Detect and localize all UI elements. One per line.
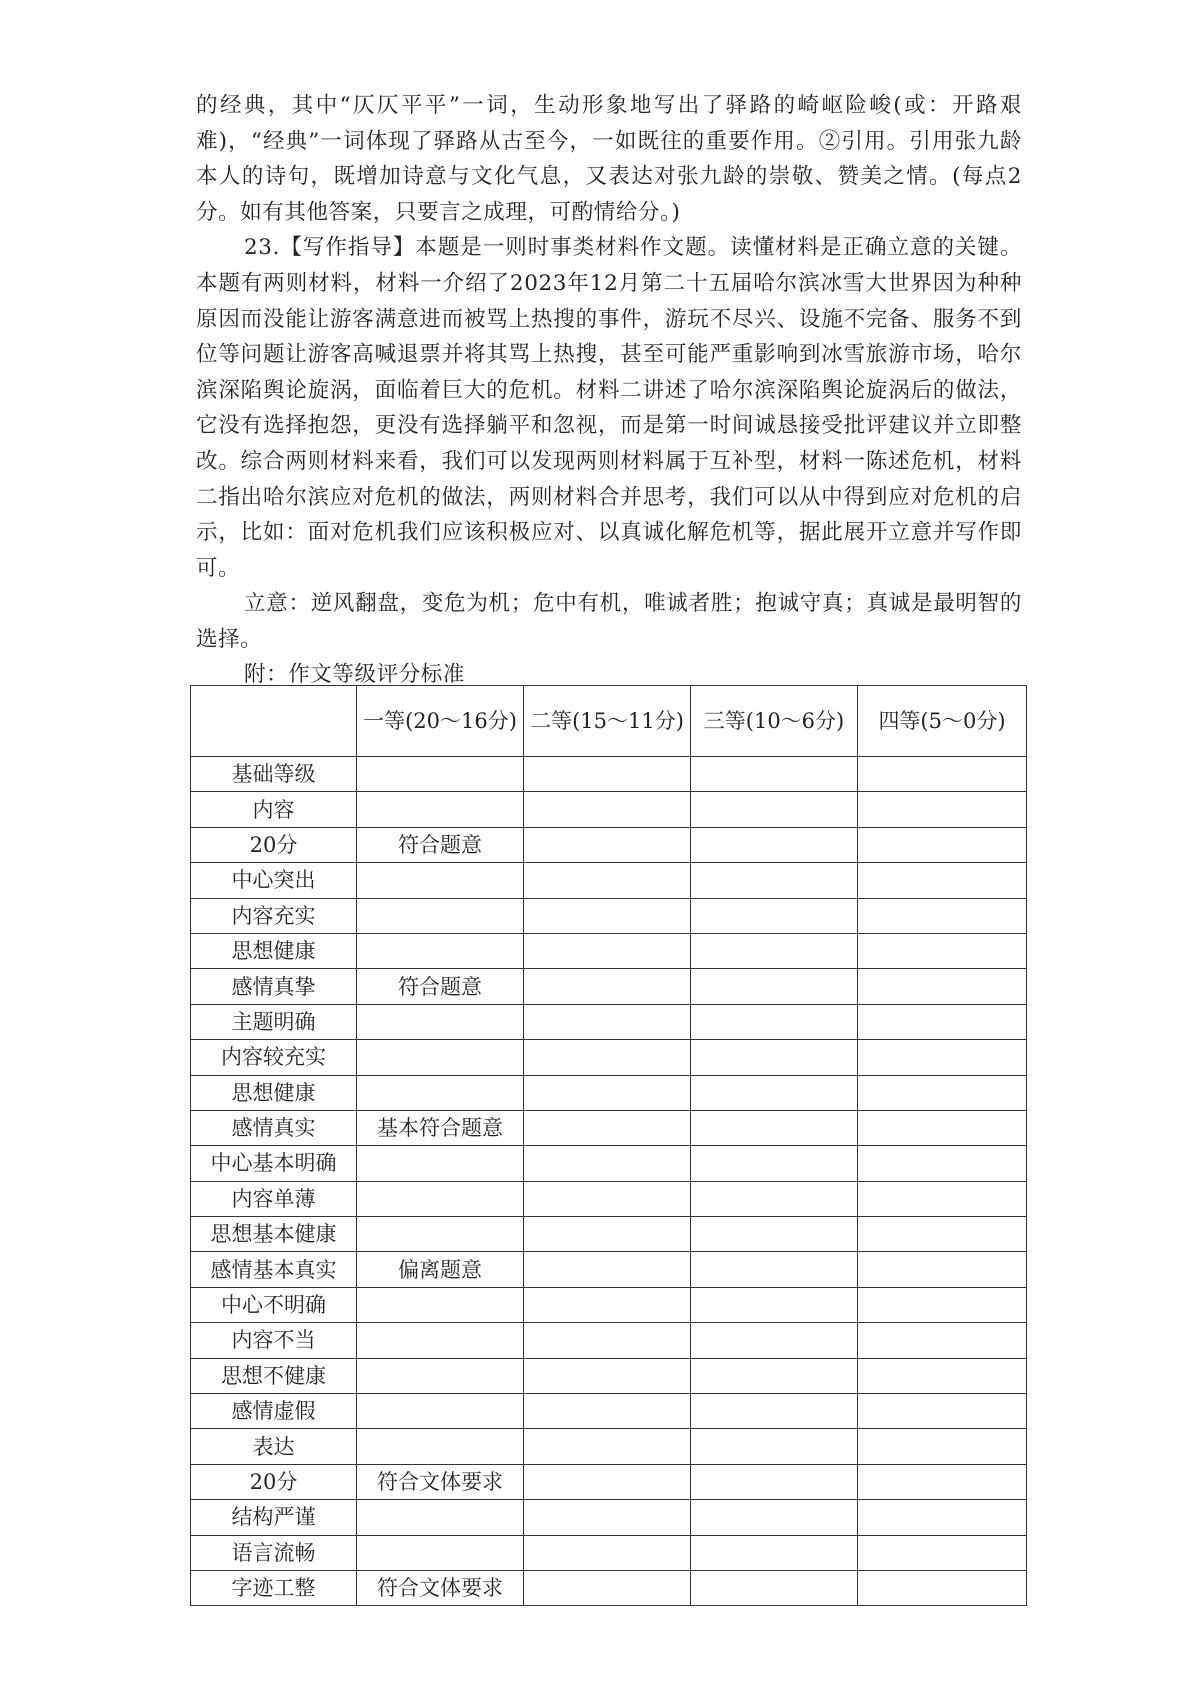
grade-cell	[357, 1146, 524, 1181]
grade-cell: 符合文体要求	[357, 1464, 524, 1499]
grade-cell: 符合题意	[357, 827, 524, 862]
row-label-cell: 内容不当	[191, 1323, 357, 1358]
grade-cell	[691, 1358, 858, 1393]
grade-cell	[858, 1287, 1027, 1322]
row-label-cell: 内容单薄	[191, 1181, 357, 1216]
table-row	[191, 898, 1027, 933]
grade-cell	[524, 1570, 691, 1605]
row-label-cell: 感情真实	[191, 1110, 357, 1145]
grade-cell	[691, 1004, 858, 1039]
grade-cell	[691, 1110, 858, 1145]
row-label-cell: 思想健康	[191, 933, 357, 968]
grade-cell	[858, 863, 1027, 898]
row-label-cell: 感情虚假	[191, 1394, 357, 1429]
grade-cell	[524, 792, 691, 827]
row-label-cell: 感情真挚	[191, 969, 357, 1004]
table-row	[191, 1181, 1027, 1216]
row-label-cell: 感情基本真实	[191, 1252, 357, 1287]
row-label-cell: 中心不明确	[191, 1287, 357, 1322]
table-row	[191, 1394, 1027, 1429]
grade-cell	[691, 1075, 858, 1110]
header-cell: 一等(20～16分)	[357, 686, 524, 757]
header-cell: 二等(15～11分)	[524, 686, 691, 757]
table-row	[191, 827, 1027, 862]
grade-cell	[691, 827, 858, 862]
row-label-cell: 内容较充实	[191, 1040, 357, 1075]
grade-cell	[357, 898, 524, 933]
grade-cell	[691, 757, 858, 792]
grade-cell	[691, 1429, 858, 1464]
grade-cell	[858, 1004, 1027, 1039]
table-row	[191, 1217, 1027, 1252]
grade-cell	[524, 1535, 691, 1570]
grade-cell	[524, 898, 691, 933]
grade-cell	[858, 792, 1027, 827]
grade-cell	[691, 898, 858, 933]
grade-cell	[524, 1217, 691, 1252]
row-label-cell: 字迹工整	[191, 1570, 357, 1605]
header-cell: 四等(5～0分)	[858, 686, 1027, 757]
table-row	[191, 1500, 1027, 1535]
grade-cell	[858, 1464, 1027, 1499]
grade-cell	[691, 1394, 858, 1429]
grade-cell	[524, 1429, 691, 1464]
grade-cell	[357, 1004, 524, 1039]
grade-cell	[357, 792, 524, 827]
row-label-cell: 20分	[191, 827, 357, 862]
grade-cell	[858, 1394, 1027, 1429]
grade-cell	[357, 863, 524, 898]
table-caption: 附：作文等级评分标准	[244, 661, 466, 687]
grade-cell	[357, 757, 524, 792]
grade-cell: 符合题意	[357, 969, 524, 1004]
grade-cell	[858, 1358, 1027, 1393]
grade-cell	[691, 1464, 858, 1499]
grade-cell	[691, 969, 858, 1004]
grade-cell	[524, 1181, 691, 1216]
grade-cell	[858, 1146, 1027, 1181]
row-label-cell: 表达	[191, 1429, 357, 1464]
grade-cell	[691, 1323, 858, 1358]
grade-cell	[691, 1287, 858, 1322]
grade-cell	[858, 1252, 1027, 1287]
grade-cell: 基本符合题意	[357, 1110, 524, 1145]
grade-cell	[858, 1181, 1027, 1216]
paragraph-writing-guide: 23.【写作指导】本题是一则时事类材料作文题。读懂材料是正确立意的关键。本题有两则材料，材料一介绍了2023年12月第二十五届哈尔滨冰雪大世界因为种种原因而没能让游客满意进而被骂上热搜的事件，游玩不尽兴、设施不完备、服务不到位等问题让游客高喊退票并将其骂上热搜，甚至可能严重影响到冰雪旅游市场，哈尔滨深陷舆论旋涡，面临着巨大的危机。材料二讲述了哈尔滨深陷舆论旋涡后的做法，它没有选择抱怨，更没有选择躺平和忽视，而是第一时间诚恳接受批评建议并立即整改。综合两则材料来看，我们可以发现两则材料属于互补型，材料一陈述危机，材料二指出哈尔滨应对危机的做法，两则材料合并思考，我们可以从中得到应对危机的启示，比如：面对危机我们应该积极应对、以真诚化解危机等，据此展开立意并写作即可。	[196, 235, 1022, 581]
grade-cell	[524, 969, 691, 1004]
grade-cell	[524, 1110, 691, 1145]
paragraph-theme-options: 立意：逆风翻盘，变危为机；危中有机，唯诚者胜；抱诚守真；真诚是最明智的选择。	[196, 591, 1022, 652]
grade-cell: 偏离题意	[357, 1252, 524, 1287]
table-row	[191, 1075, 1027, 1110]
grade-cell	[357, 1217, 524, 1252]
grade-cell	[858, 1570, 1027, 1605]
row-label-cell: 基础等级	[191, 757, 357, 792]
grade-cell	[357, 1075, 524, 1110]
grade-cell	[524, 1252, 691, 1287]
row-label-cell: 思想不健康	[191, 1358, 357, 1393]
grade-cell	[691, 1040, 858, 1075]
grade-cell	[524, 933, 691, 968]
grade-cell	[524, 1146, 691, 1181]
table-row	[191, 1110, 1027, 1145]
row-label-cell: 20分	[191, 1464, 357, 1499]
grade-cell	[691, 1570, 858, 1605]
grade-cell	[858, 1429, 1027, 1464]
grade-cell	[357, 1287, 524, 1322]
table-row	[191, 1004, 1027, 1039]
grade-cell	[524, 1500, 691, 1535]
table-row	[191, 1535, 1027, 1570]
grade-cell	[691, 933, 858, 968]
grading-table	[190, 685, 1027, 1606]
grade-cell	[858, 1217, 1027, 1252]
grade-cell	[357, 1500, 524, 1535]
row-label-cell: 结构严谨	[191, 1500, 357, 1535]
grade-cell	[691, 1535, 858, 1570]
grade-cell	[524, 1040, 691, 1075]
row-label-cell: 内容充实	[191, 898, 357, 933]
grade-cell	[691, 792, 858, 827]
grade-cell	[524, 863, 691, 898]
table-row	[191, 1040, 1027, 1075]
grade-cell	[858, 1110, 1027, 1145]
grade-cell	[858, 1535, 1027, 1570]
grade-cell	[858, 1040, 1027, 1075]
document-body	[196, 88, 1022, 690]
grade-cell	[858, 1075, 1027, 1110]
table-row	[191, 1323, 1027, 1358]
table-row	[191, 1429, 1027, 1464]
grade-cell	[524, 1358, 691, 1393]
grade-cell	[691, 1252, 858, 1287]
row-label-cell: 思想健康	[191, 1075, 357, 1110]
row-label-cell: 主题明确	[191, 1004, 357, 1039]
grade-cell	[524, 1394, 691, 1429]
grade-cell	[357, 933, 524, 968]
grade-cell	[858, 1500, 1027, 1535]
grade-cell	[691, 1146, 858, 1181]
grade-cell	[357, 1535, 524, 1570]
grade-cell	[524, 1075, 691, 1110]
grade-cell	[524, 827, 691, 862]
row-label-cell: 中心基本明确	[191, 1146, 357, 1181]
table-row	[191, 969, 1027, 1004]
table-row	[191, 1287, 1027, 1322]
row-label-cell: 思想基本健康	[191, 1217, 357, 1252]
grade-cell	[524, 1323, 691, 1358]
grade-cell	[357, 1181, 524, 1216]
row-label-cell: 语言流畅	[191, 1535, 357, 1570]
row-label-cell: 内容	[191, 792, 357, 827]
row-label-cell: 中心突出	[191, 863, 357, 898]
grade-cell	[691, 1500, 858, 1535]
grade-cell	[524, 1287, 691, 1322]
grade-cell	[858, 969, 1027, 1004]
grade-cell	[858, 933, 1027, 968]
table-row	[191, 1570, 1027, 1605]
table-row	[191, 863, 1027, 898]
header-cell: 三等(10～6分)	[691, 686, 858, 757]
table-row	[191, 1146, 1027, 1181]
grade-cell	[691, 1181, 858, 1216]
grade-cell	[357, 1429, 524, 1464]
grade-cell	[691, 1217, 858, 1252]
table-row	[191, 1464, 1027, 1499]
grade-cell	[691, 863, 858, 898]
header-cell	[191, 686, 357, 757]
grade-cell	[858, 898, 1027, 933]
table-header-row	[191, 686, 1027, 757]
table-row	[191, 792, 1027, 827]
grade-cell	[357, 1040, 524, 1075]
grade-cell: 符合文体要求	[357, 1570, 524, 1605]
grade-cell	[858, 757, 1027, 792]
table-body	[191, 757, 1027, 1606]
grade-cell	[524, 1004, 691, 1039]
grade-cell	[357, 1323, 524, 1358]
grade-cell	[524, 1464, 691, 1499]
table-row	[191, 757, 1027, 792]
paragraph-answer-22: 的经典，其中“仄仄平平”一词，生动形象地写出了驿路的崎岖险峻(或：开路艰难)，“经典”一词体现了驿路从古至今，一如既往的重要作用。②引用。引用张九龄本人的诗句，既增加诗意与文化气息，又表达对张九龄的崇敬、赞美之情。(每点2分。如有其他答案，只要言之成理，可酌情给分。)	[196, 93, 1022, 225]
table-row	[191, 1252, 1027, 1287]
grade-cell	[858, 1323, 1027, 1358]
table-row	[191, 1358, 1027, 1393]
grade-cell	[858, 827, 1027, 862]
grade-cell	[524, 757, 691, 792]
grade-cell	[357, 1358, 524, 1393]
table-row	[191, 933, 1027, 968]
grade-cell	[357, 1394, 524, 1429]
